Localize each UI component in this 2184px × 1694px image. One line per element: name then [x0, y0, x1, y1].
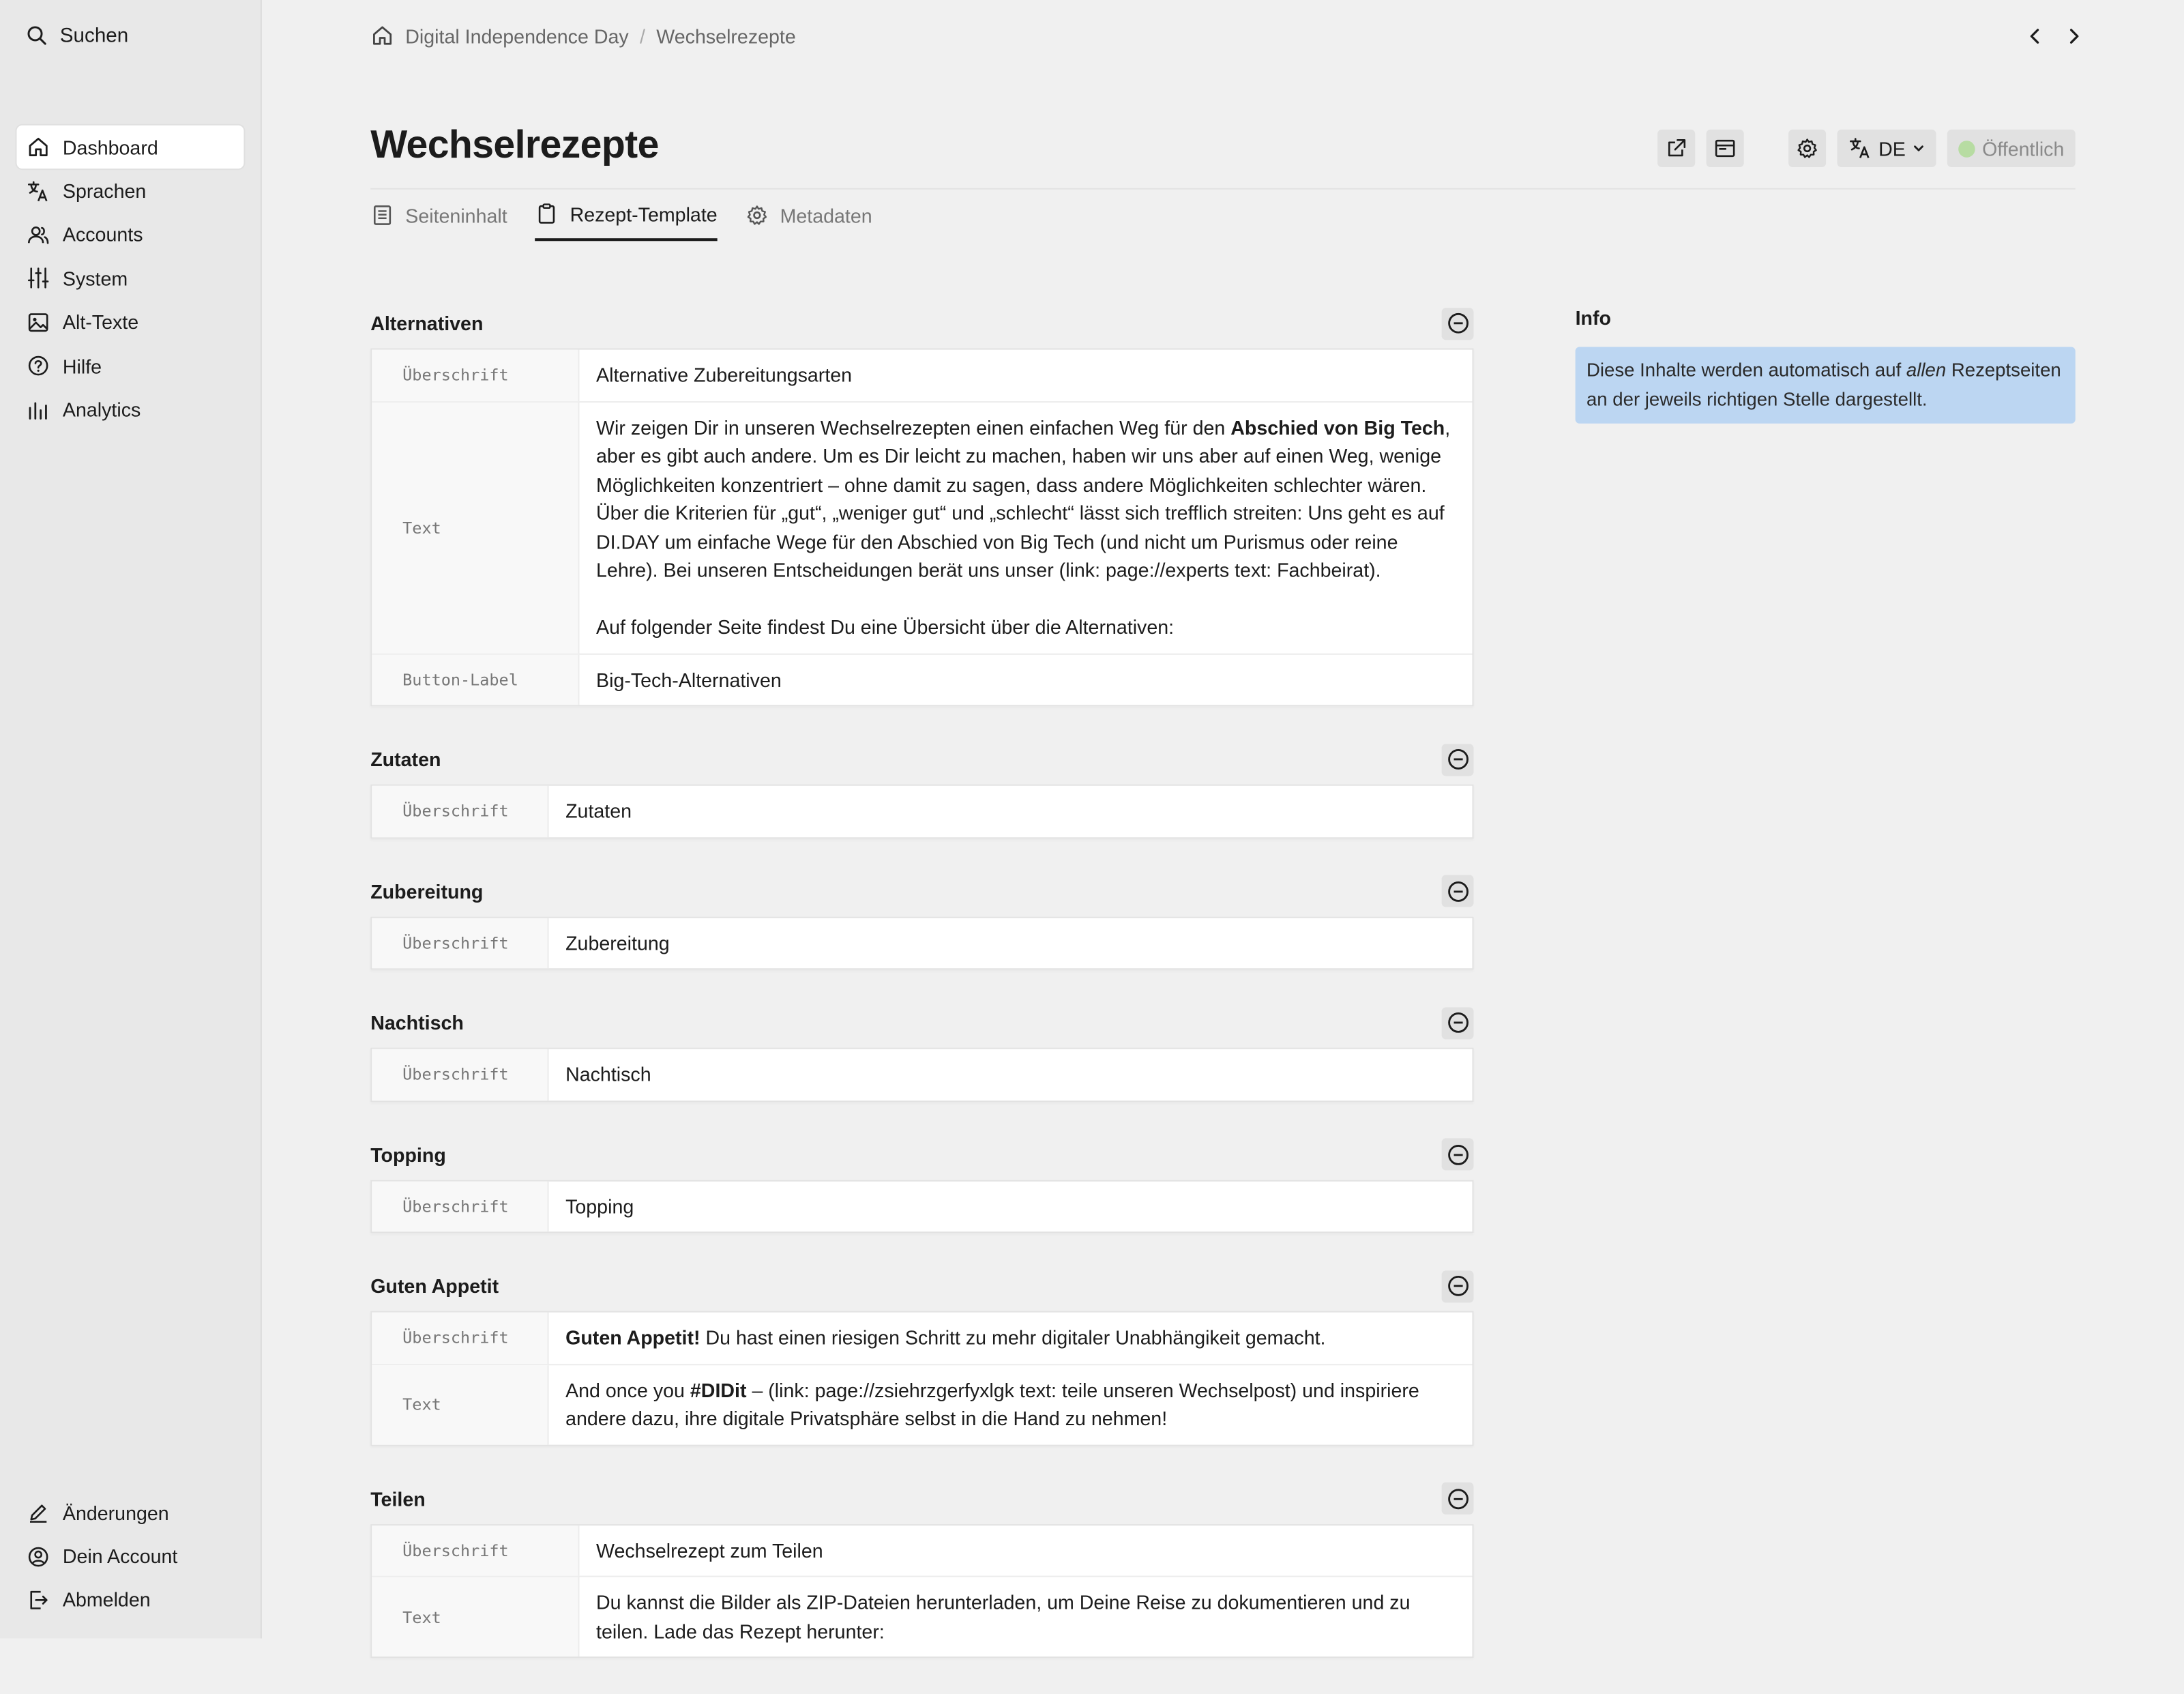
sidebar-item-label: Alt-Texte [62, 310, 139, 334]
text-bold-segment: #DIDit [690, 1378, 747, 1401]
tab-rezept-template[interactable] [535, 202, 718, 241]
minus-circle-icon [1447, 748, 1469, 771]
previous-page-button[interactable] [2022, 24, 2048, 49]
tab-label: Seiteninhalt [405, 204, 507, 227]
text-bold-segment: Abschied von Big Tech [1230, 415, 1445, 439]
tab-metadaten[interactable] [746, 202, 872, 241]
sidebar-item-label: Dein Account [62, 1545, 178, 1568]
chevron-left-icon [2026, 28, 2043, 45]
breadcrumb [370, 24, 796, 48]
section-fields [370, 785, 1473, 838]
sidebar-item-label: Änderungen [62, 1501, 169, 1524]
sidebar-item-label: System [62, 267, 128, 290]
settings-button[interactable] [1788, 130, 1825, 167]
field-label: Text [372, 1364, 548, 1444]
chevron-down-icon [1913, 142, 1925, 154]
section-nachtisch [370, 1006, 1473, 1101]
paragraph-gap [596, 585, 1456, 613]
breadcrumb-current[interactable]: Wechselrezepte [656, 24, 796, 47]
collapse-section-button[interactable] [1442, 875, 1474, 907]
heading-field[interactable]: Zutaten [565, 800, 632, 822]
field-row [372, 1049, 1472, 1100]
button-label-field[interactable]: Big-Tech-Alternativen [596, 668, 782, 690]
sliders-icon [27, 267, 50, 291]
status-button[interactable] [1947, 130, 2076, 167]
collapse-section-button[interactable] [1442, 743, 1474, 775]
status-dot [1958, 140, 1975, 157]
minus-circle-icon [1447, 1143, 1469, 1166]
info-box [1576, 347, 2076, 423]
open-page-button[interactable] [1657, 130, 1694, 167]
sidebar-item-analytics[interactable] [17, 388, 244, 431]
sidebar-item-dein-account[interactable] [17, 1534, 244, 1578]
section-alternativen [370, 306, 1473, 706]
text-field[interactable] [580, 402, 1473, 653]
field-row [372, 786, 1472, 837]
section-fields [370, 1311, 1473, 1446]
browser-window-icon [1713, 136, 1737, 160]
field-label: Überschrift [372, 786, 548, 837]
sidebar-item-aenderungen[interactable] [17, 1491, 244, 1534]
breadcrumb-root[interactable]: Digital Independence Day [405, 24, 629, 47]
sidebar-item-label: Hilfe [62, 355, 102, 377]
collapse-section-button[interactable] [1442, 1006, 1474, 1038]
info-text-emphasis: allen [1906, 359, 1947, 381]
section-title: Nachtisch [370, 1011, 464, 1034]
field-row [372, 1576, 1472, 1656]
heading-field[interactable]: Zubereitung [565, 931, 670, 954]
external-link-icon [1664, 136, 1688, 160]
heading-field[interactable] [549, 1313, 1473, 1364]
text-segment: And once you [565, 1378, 690, 1401]
minus-circle-icon [1447, 1012, 1469, 1034]
section-title: Topping [370, 1143, 446, 1166]
field-row [372, 1181, 1472, 1232]
field-label: Überschrift [372, 1525, 579, 1576]
section-topping [370, 1137, 1473, 1233]
sidebar-bottom-nav [17, 1491, 244, 1622]
field-label: Überschrift [372, 1049, 548, 1100]
sidebar-item-hilfe[interactable] [17, 344, 244, 388]
text-segment: – (link: page://zsiehrzgerfyxlgk text: teile unseren Wechselpost) und inspiriere andere dazu, ihre digitale Privatsphäre selbst in die Hand zu nehmen! [565, 1378, 1419, 1430]
info-panel [1576, 306, 2076, 424]
field-row [372, 918, 1472, 969]
home-icon [27, 135, 50, 159]
page-title: Wechselrezepte [370, 122, 659, 166]
section-zutaten [370, 742, 1473, 838]
main-content [262, 0, 2184, 1642]
minus-circle-icon [1447, 1487, 1469, 1510]
sidebar-item-label: Accounts [62, 223, 143, 246]
tab-seiteninhalt[interactable] [370, 202, 507, 241]
language-value: DE [1878, 137, 1906, 160]
pencil-icon [27, 1501, 50, 1525]
text-segment: Du hast einen riesigen Schritt zu mehr digitaler Unabhängikeit gemacht. [700, 1326, 1326, 1349]
logout-icon [27, 1588, 50, 1612]
sidebar-item-system[interactable] [17, 257, 244, 300]
field-label: Button-Label [372, 654, 579, 705]
field-row [372, 400, 1472, 653]
minus-circle-icon [1447, 1275, 1469, 1298]
section-title: Zutaten [370, 748, 441, 771]
translate-icon [27, 179, 50, 203]
text-segment: Wir zeigen Dir in unseren Wechselrezepten einen einfachen Weg für den [596, 415, 1231, 439]
sidebar-item-label: Sprachen [62, 179, 147, 203]
info-text: Diese Inhalte werden automatisch auf [1586, 359, 1906, 381]
bar-chart-icon [27, 398, 50, 422]
sidebar-nav [17, 126, 244, 432]
text-bold-segment: Guten Appetit! [565, 1326, 700, 1349]
section-title: Teilen [370, 1487, 426, 1510]
language-dropdown[interactable] [1837, 130, 1936, 167]
section-guten-appetit [370, 1269, 1473, 1445]
page-pager [2022, 24, 2086, 49]
tab-label: Rezept-Template [570, 203, 718, 225]
field-row [372, 1525, 1472, 1576]
sidebar-item-accounts[interactable] [17, 213, 244, 257]
chevron-right-icon [2065, 28, 2082, 45]
field-label: Text [372, 402, 579, 653]
section-title: Zubereitung [370, 879, 484, 903]
section-fields [370, 1180, 1473, 1233]
sidebar [0, 0, 262, 1639]
breadcrumb-separator: / [640, 24, 645, 47]
minus-circle-icon [1447, 312, 1469, 334]
gear-icon [1795, 136, 1819, 160]
user-circle-icon [27, 1545, 50, 1568]
field-label: Überschrift [372, 350, 579, 401]
sidebar-item-label: Analytics [62, 398, 141, 421]
collapse-section-button[interactable] [1442, 1483, 1474, 1515]
page-toolbar [1657, 130, 2075, 167]
next-page-button[interactable] [2061, 24, 2086, 49]
template-sections [370, 306, 1473, 1694]
sidebar-item-sprachen[interactable] [17, 169, 244, 213]
section-title: Guten Appetit [370, 1274, 499, 1298]
document-icon [370, 203, 394, 227]
collapse-section-button[interactable] [1442, 1138, 1474, 1170]
field-row [372, 350, 1472, 401]
search-button[interactable] [25, 24, 128, 48]
section-teilen [370, 1482, 1473, 1658]
info-text: Rezeptseiten an der jeweils richtigen Stelle dargestellt. [1586, 359, 2061, 409]
field-row [372, 1313, 1472, 1364]
preview-button[interactable] [1706, 130, 1743, 167]
field-label: Text [372, 1577, 579, 1656]
search-icon [25, 24, 49, 48]
info-title: Info [1575, 306, 1612, 329]
section-title: Alternativen [370, 312, 484, 335]
heading-field[interactable]: Wechselrezept zum Teilen [596, 1538, 823, 1562]
home-icon[interactable] [370, 24, 394, 48]
sidebar-item-label: Dashboard [62, 136, 158, 159]
collapse-section-button[interactable] [1442, 307, 1474, 339]
gear-icon [746, 203, 769, 227]
sidebar-item-label: Abmelden [62, 1588, 151, 1611]
header-divider [370, 188, 2076, 190]
collapse-section-button[interactable] [1442, 1270, 1474, 1302]
section-fields [370, 1048, 1473, 1102]
text-field[interactable]: Du kannst die Bilder als ZIP-Dateien herunterladen, um Deine Reise zu dokumentieren und zu teilen. Lade das Rezept herunter: [596, 1591, 1411, 1642]
clipboard-icon [535, 202, 559, 226]
field-label: Überschrift [372, 1313, 548, 1364]
status-label: Öffentlich [1982, 137, 2065, 160]
field-label: Überschrift [372, 918, 548, 969]
page-tabs [370, 202, 872, 241]
field-row [372, 1363, 1472, 1444]
help-icon [27, 354, 50, 378]
sidebar-item-dashboard[interactable] [17, 126, 244, 169]
text-field[interactable] [549, 1364, 1473, 1444]
text-segment: Auf folgender Seite findest Du eine Übersicht über die Alternativen: [596, 615, 1175, 639]
heading-field[interactable]: Nachtisch [565, 1063, 651, 1085]
users-icon [27, 223, 50, 247]
translate-icon [1848, 136, 1872, 160]
section-fields [370, 349, 1473, 707]
sidebar-item-abmelden[interactable] [17, 1578, 244, 1622]
heading-field[interactable]: Alternative Zubereitungsarten [596, 363, 853, 386]
section-zubereitung [370, 874, 1473, 969]
field-label: Überschrift [372, 1181, 548, 1232]
tab-label: Metadaten [780, 204, 872, 227]
search-label: Suchen [59, 24, 129, 47]
text-segment: , aber es gibt auch andere. Um es Dir leicht zu machen, haben wir uns aber auf einen Weg, wenige Möglichkeiten konzentriert – ohne damit zu sagen, dass andere Möglichkeiten schlechter wären. Über die Kriterien für „gut“, „weniger gut“ und „schlecht“ lässt sich trefflich streiten: Uns geht es auf DI.DAY um einfache Wege für den Abschied von Big Tech (und nicht um Purismus oder reine Lehre). Bei unseren Entscheidungen berät uns unser (link: page://experts text: Fachbeirat). [596, 415, 1451, 581]
minus-circle-icon [1447, 880, 1469, 903]
sidebar-item-alt-texte[interactable] [17, 300, 244, 344]
heading-field[interactable]: Topping [565, 1195, 634, 1217]
section-fields [370, 916, 1473, 970]
field-row [372, 653, 1472, 705]
image-icon [27, 310, 50, 334]
